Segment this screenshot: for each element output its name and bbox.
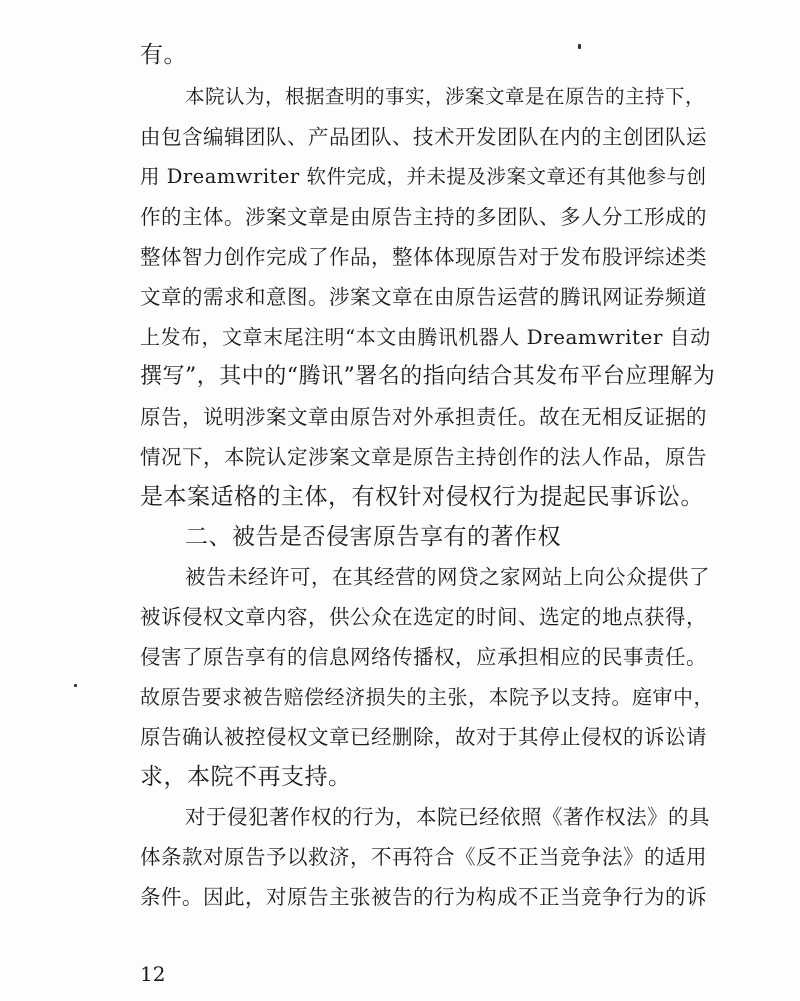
scan-speck <box>74 684 77 687</box>
text-line: 体条款对原告予以救济，不再符合《反不正当竞争法》的适用 <box>140 845 707 869</box>
text-line: 作的主体。涉案文章是由原告主持的多团队、多人分工形成的 <box>140 205 707 229</box>
text-line: 原告确认被控侵权文章已经删除，故对于其停止侵权的诉讼请 <box>140 725 707 749</box>
text-line: 用 Dreamwriter 软件完成，并未提及涉案文章还有其他参与创 <box>140 165 707 188</box>
text-line: 求，本院不再支持。 <box>140 764 352 790</box>
section-heading: 二、被告是否侵害原告享有的著作权 <box>185 524 561 550</box>
scan-speck <box>578 44 581 49</box>
text-line: 条件。因此，对原告主张被告的行为构成不正当竞争行为的诉 <box>140 885 707 909</box>
text-line: 侵害了原告享有的信息网络传播权，应承担相应的民事责任。 <box>140 645 707 669</box>
text-line: 对于侵犯著作权的行为，本院已经依照《著作权法》的具 <box>185 805 710 829</box>
text-line: 被告未经许可，在其经营的网贷之家网站上向公众提供了 <box>185 565 710 589</box>
text-line: 整体智力创作完成了作品，整体体现原告对于发布股评综述类 <box>140 245 707 269</box>
text-line: 撰写”，其中的“腾讯”署名的指向结合其发布平台应理解为 <box>140 364 716 389</box>
text-line: 上发布，文章末尾注明“本文由腾讯机器人 Dreamwriter 自动 <box>140 325 711 349</box>
text-line: 故原告要求被告赔偿经济损失的主张，本院予以支持。庭审中， <box>140 685 714 709</box>
page-number: 12 <box>140 962 166 986</box>
text-line: 本院认为，根据查明的事实，涉案文章是在原告的主持下， <box>185 85 706 108</box>
text-line: 由包含编辑团队、产品团队、技术开发团队在内的主创团队运 <box>140 125 707 149</box>
text-line: 原告，说明涉案文章由原告对外承担责任。故在无相反证据的 <box>140 405 707 429</box>
text-line: 文章的需求和意图。涉案文章在由原告运营的腾讯网证券频道 <box>140 285 707 309</box>
text-line: 有。 <box>140 42 187 68</box>
text-line: 情况下，本院认定涉案文章是原告主持创作的法人作品，原告 <box>140 445 707 469</box>
text-line: 是本案适格的主体，有权针对侵权行为提起民事诉讼。 <box>140 484 704 510</box>
text-line: 被诉侵权文章内容，供公众在选定的时间、选定的地点获得， <box>140 605 707 629</box>
